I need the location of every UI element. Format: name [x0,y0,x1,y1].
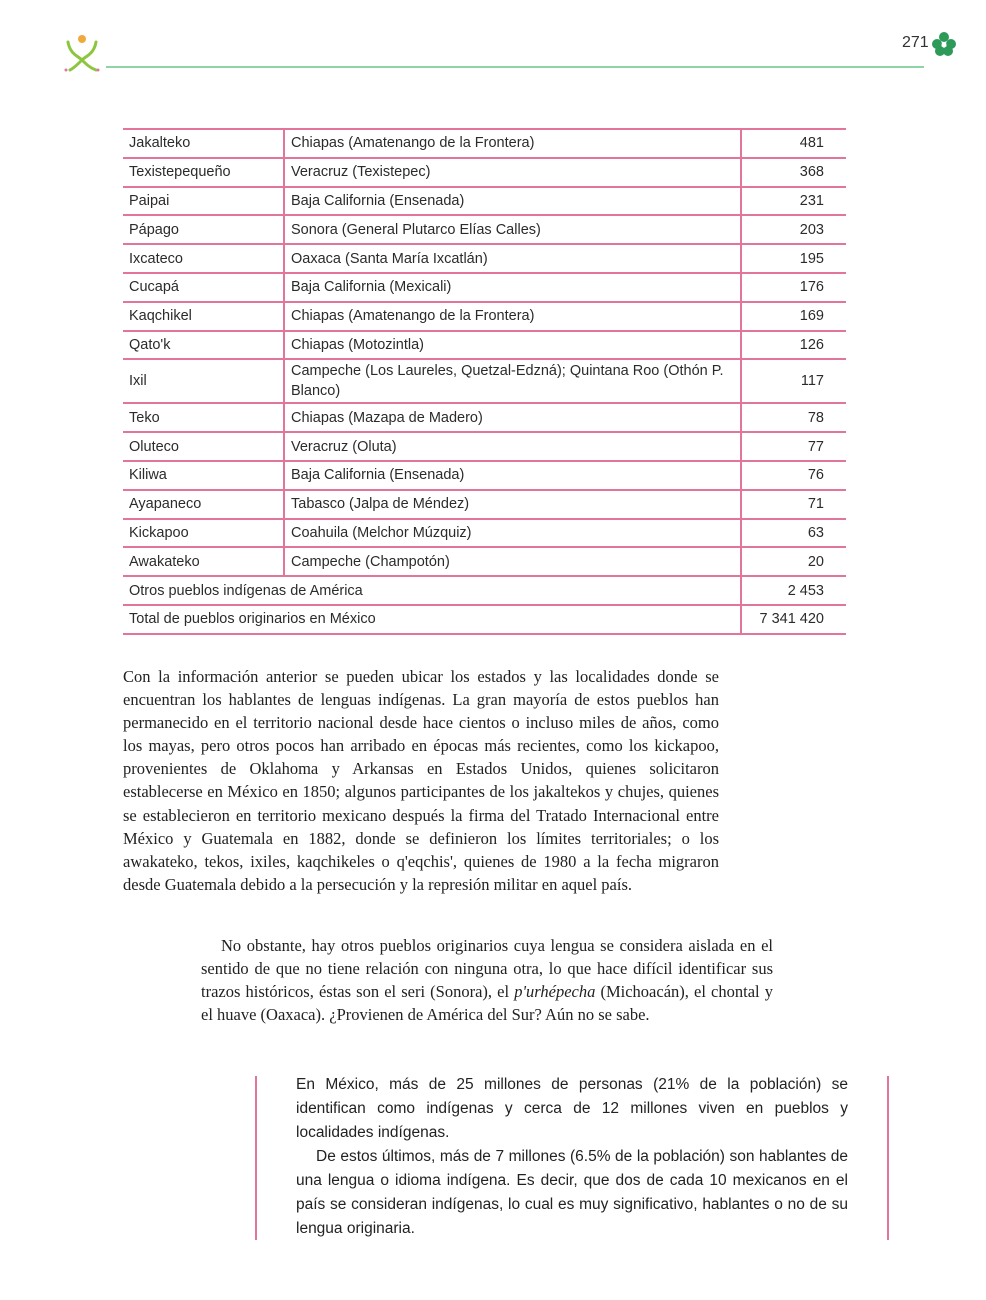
ubicacion-cell: Chiapas (Amatenango de la Frontera) [284,302,741,331]
infobox-paragraph-2: De estos últimos, más de 7 millones (6.5% de la población) son hablantes de una lengua o idioma indígena. Es decir, que dos de cada 10 mexicanos en el país se consideran indígenas, lo cual es muy significativo, hablantes o no de su lengua originaria. [296,1148,848,1237]
infobox-right-rule [887,1076,889,1240]
hablantes-cell: 76 [741,461,846,490]
clover-cluster-icon [930,30,958,58]
hablantes-cell: 77 [741,432,846,461]
table-row [123,432,846,461]
page-number: 271 [902,34,929,51]
pueblo-cell: Ixcateco [123,244,284,273]
ubicacion-cell: Baja California (Mexicali) [284,273,741,302]
ubicacion-cell: Veracruz (Oluta) [284,432,741,461]
ubicacion-cell: Veracruz (Texistepec) [284,158,741,187]
ubicacion-cell: Chiapas (Mazapa de Madero) [284,403,741,432]
hablantes-cell: 481 [741,129,846,158]
hablantes-cell: 203 [741,215,846,244]
hablantes-cell: 126 [741,331,846,360]
table-row-otros [123,576,846,605]
table-row [123,302,846,331]
paragraph-2-part-b: (Michoacán), el chontal y el huave (Oaxaca). ¿Provienen de América del Sur? Aún no se sabe. [201,982,773,1024]
table-row [123,273,846,302]
pueblo-cell: Awakateko [123,547,284,576]
table-row [123,547,846,576]
table-row [123,215,846,244]
table-row [123,461,846,490]
pueblo-cell: Teko [123,403,284,432]
otros-value: 2 453 [741,576,846,605]
table-row [123,129,846,158]
ubicacion-cell: Coahuila (Melchor Múzquiz) [284,519,741,548]
ubicacion-cell: Sonora (General Plutarco Elías Calles) [284,215,741,244]
hablantes-cell: 71 [741,490,846,519]
table-row [123,244,846,273]
pueblo-cell: Oluteco [123,432,284,461]
table-row [123,187,846,216]
total-value: 7 341 420 [741,605,846,634]
hablantes-cell: 231 [741,187,846,216]
hablantes-cell: 176 [741,273,846,302]
paragraph-2-part-a: No obstante, hay otros pueblos originarios cuya lengua se considera aislada en el sentido de que no tiene relación con ninguna otra, lo que hace difícil identificar sus trazos históricos, éstas son el seri (Sonora), el [201,936,773,1001]
pueblo-cell: Pápago [123,215,284,244]
sprout-figure-icon [60,30,104,74]
ubicacion-cell: Campeche (Los Laureles, Quetzal-Edzná); Quintana Roo (Othón P. Blanco) [284,359,741,403]
pueblo-cell: Kickapoo [123,519,284,548]
pueblo-cell: Kiliwa [123,461,284,490]
ubicacion-cell: Chiapas (Motozintla) [284,331,741,360]
pueblo-cell: Ixil [123,359,284,403]
pueblo-cell: Qato'k [123,331,284,360]
hablantes-cell: 20 [741,547,846,576]
pueblo-cell: Texistepequeño [123,158,284,187]
hablantes-cell: 368 [741,158,846,187]
total-label: Total de pueblos originarios en México [123,605,741,634]
table-row [123,359,846,403]
table-row [123,490,846,519]
hablantes-cell: 195 [741,244,846,273]
hablantes-cell: 117 [741,359,846,403]
hablantes-cell: 78 [741,403,846,432]
infobox-paragraph-1: En México, más de 25 millones de personas (21% de la población) se identifican como indígenas y cerca de 12 millones viven en pueblos y localidades indígenas. [296,1076,848,1141]
hablantes-cell: 63 [741,519,846,548]
body-paragraph-1: Con la información anterior se pueden ubicar los estados y las localidades donde se encuentran los hablantes de lenguas indígenas. La gran mayoría de estos pueblos han permanecido en el territorio nacional desde hace cientos o incluso miles de años, como los mayas, pero otros pocos han arribado en épocas más recientes, como los kickapoo, provenientes de Oklahoma y Arkansas en Estados Unidos, quienes solicitaron establecerse en México en 1850; algunos participantes de los jakaltekos y chujes, quienes se establecieron en territorio mexicano después la firma del Tratado Internacional entre México y Guatemala en 1882, donde se definieron los límites territoriales; o los awakateko, tekos, ixiles, kaqchikeles o q'eqchis', quienes de 1980 a la fecha migraron desde Guatemala debido a la persecución y la represión militar en aquel país. [123,667,719,894]
ubicacion-cell: Baja California (Ensenada) [284,461,741,490]
otros-label: Otros pueblos indígenas de América [123,576,741,605]
table-row [123,403,846,432]
table-row [123,331,846,360]
infobox-left-rule [255,1076,257,1240]
table-row-total [123,605,846,634]
ubicacion-cell: Campeche (Champotón) [284,547,741,576]
pueblo-cell: Paipai [123,187,284,216]
ubicacion-cell: Chiapas (Amatenango de la Frontera) [284,129,741,158]
pueblo-cell: Ayapaneco [123,490,284,519]
hablantes-cell: 169 [741,302,846,331]
ubicacion-cell: Oaxaca (Santa María Ixcatlán) [284,244,741,273]
header-divider [106,66,924,68]
table-row [123,519,846,548]
table-row [123,158,846,187]
ubicacion-cell: Baja California (Ensenada) [284,187,741,216]
languages-table [123,128,846,635]
pueblo-cell: Jakalteko [123,129,284,158]
ubicacion-cell: Tabasco (Jalpa de Méndez) [284,490,741,519]
pueblo-cell: Kaqchikel [123,302,284,331]
pueblo-cell: Cucapá [123,273,284,302]
body-paragraph-2 [201,934,773,1026]
info-box [296,1073,848,1241]
purhepecha-term: p'urhépecha [514,982,596,1001]
